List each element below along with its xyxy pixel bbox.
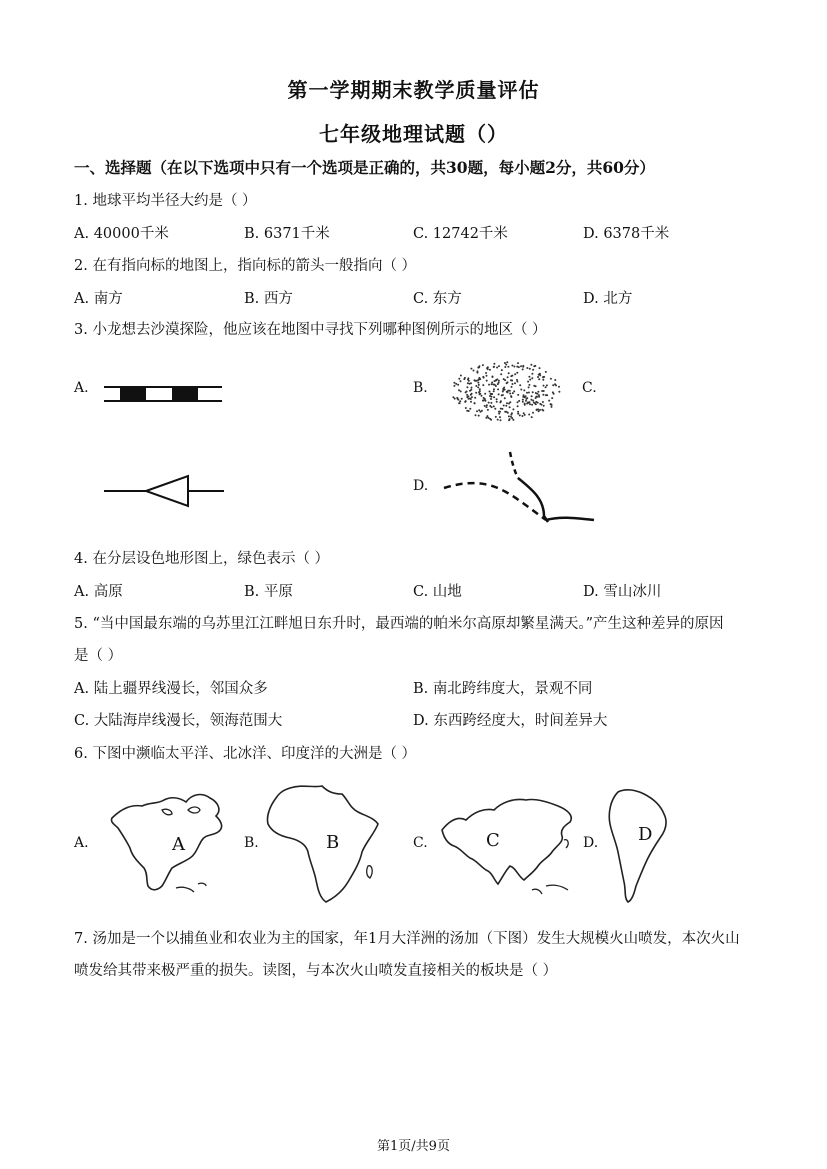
q5-option-c: C. 大陆海岸线漫长，领海范围大 [74, 713, 283, 729]
desert-dot [524, 414, 526, 416]
desert-dot [537, 391, 539, 393]
desert-dot [467, 379, 469, 381]
desert-dot [470, 401, 472, 403]
desert-dot [528, 386, 530, 388]
desert-dot [499, 411, 501, 413]
desert-dot [481, 395, 483, 397]
desert-dot [545, 371, 547, 373]
desert-dot [512, 383, 514, 385]
q5-option-a: A. 陆上疆界线漫长，邻国众多 [74, 681, 268, 697]
q3-option-c: C. [582, 380, 597, 396]
question-6-stem: 6. 下图中濒临太平洋、北冰洋、印度洋的大洲是（ ） [74, 746, 417, 762]
q4-option-d: D. 雪山冰川 [583, 584, 662, 600]
desert-dot [512, 392, 514, 394]
desert-dot [477, 379, 479, 381]
map-label-a: A [172, 834, 185, 855]
desert-dot [504, 366, 506, 368]
desert-dot [543, 405, 545, 407]
desert-dot [498, 393, 500, 395]
page-footer: 第1页/共9页 [377, 1139, 450, 1154]
desert-dot [495, 416, 497, 418]
desert-dot [455, 383, 457, 385]
desert-dot [484, 405, 486, 407]
africa-map [262, 782, 382, 906]
desert-dot [507, 381, 509, 383]
desert-dot [530, 364, 532, 366]
desert-dot [509, 401, 511, 403]
desert-dot [529, 379, 531, 381]
map-label-d: D [638, 824, 653, 845]
desert-dot [537, 402, 539, 404]
question-1-stem: 1. 地球平均半径大约是（ ） [74, 193, 257, 209]
desert-dot [477, 382, 479, 384]
desert-dot [514, 373, 516, 375]
desert-dot [508, 415, 510, 417]
desert-dot [507, 366, 509, 368]
q1-option-d: D. 6378千米 [583, 226, 670, 242]
desert-dot [537, 376, 539, 378]
desert-dot [477, 367, 479, 369]
desert-dot [496, 401, 498, 403]
desert-dot [460, 380, 462, 382]
desert-dot [457, 399, 459, 401]
desert-dot [477, 386, 479, 388]
desert-dot [497, 388, 499, 390]
desert-dot [517, 413, 519, 415]
question-5-stem-line1: 5. “当中国最东端的乌苏里江江畔旭日东升时，最西端的帕米尔高原却繁星满天。”产生这种差异的原因 [74, 616, 724, 632]
desert-dot [460, 375, 462, 377]
desert-dot [529, 368, 531, 370]
map-label-b: B [326, 832, 340, 853]
desert-dot [457, 384, 459, 386]
q6-option-d: D. [583, 835, 599, 851]
desert-dot [554, 379, 556, 381]
desert-dot [498, 382, 500, 384]
desert-dot [474, 402, 476, 404]
desert-dot [542, 379, 544, 381]
desert-dot [458, 402, 460, 404]
desert-dot [479, 388, 481, 390]
desert-dot [474, 379, 476, 381]
page-title: 第一学期期末教学质量评估 [287, 78, 540, 102]
desert-dot [464, 401, 466, 403]
desert-dot [511, 375, 513, 377]
desert-dot [500, 419, 502, 421]
desert-dot [482, 376, 484, 378]
desert-dot [503, 378, 505, 380]
desert-dot [509, 393, 511, 395]
question-7-stem-line2: 喷发给其带来极严重的损失。读图，与本次火山喷发直接相关的板块是（ ） [74, 963, 558, 979]
desert-dot [511, 386, 513, 388]
desert-dot [453, 385, 455, 387]
desert-dot [533, 365, 535, 367]
desert-dot [490, 402, 492, 404]
desert-dot [486, 406, 488, 408]
desert-dot [517, 394, 519, 396]
desert-dot [541, 409, 543, 411]
desert-dot [478, 409, 480, 411]
desert-dot [524, 403, 526, 405]
desert-dot [542, 394, 544, 396]
desert-dot [498, 380, 500, 382]
desert-dot [551, 406, 553, 408]
desert-dot [518, 366, 520, 368]
q1-option-c: C. 12742千米 [413, 226, 508, 242]
desert-dot [522, 401, 524, 403]
desert-dot [541, 404, 543, 406]
desert-dot [504, 397, 506, 399]
desert-dot [538, 378, 540, 380]
desert-dot [522, 368, 524, 370]
desert-dot [487, 409, 489, 411]
desert-dot [513, 366, 515, 368]
desert-dot [526, 367, 528, 369]
desert-dot [558, 391, 560, 393]
desert-dot [497, 419, 499, 421]
desert-dot [550, 378, 552, 380]
desert-dot [519, 414, 521, 416]
desert-dot [517, 405, 519, 407]
desert-dot [489, 391, 491, 393]
desert-dot [532, 369, 534, 371]
desert-dot [512, 408, 514, 410]
desert-dot [528, 376, 530, 378]
desert-dot [525, 398, 527, 400]
desert-dot [511, 365, 513, 367]
q5-option-d: D. 东西跨经度大，时间差异大 [413, 713, 608, 729]
desert-dot [471, 387, 473, 389]
q6-option-c: C. [413, 835, 428, 851]
desert-dot [558, 386, 560, 388]
desert-dot [473, 370, 475, 372]
desert-dot [499, 401, 501, 403]
desert-dot [526, 392, 528, 394]
desert-dot [543, 385, 545, 387]
question-2-stem: 2. 在有指向标的地图上，指向标的箭头一般指向（ ） [74, 258, 417, 274]
desert-dot [468, 410, 470, 412]
question-3-stem: 3. 小龙想去沙漠探险，他应该在地图中寻找下列哪种图例所示的地区（ ） [74, 322, 547, 338]
desert-dot [522, 415, 524, 417]
dam-symbol [104, 472, 226, 512]
desert-dot [493, 396, 495, 398]
desert-dot [525, 400, 527, 402]
desert-dot [528, 392, 530, 394]
desert-dot [485, 372, 487, 374]
desert-dot [492, 376, 494, 378]
desert-dot [508, 419, 510, 421]
desert-dot [509, 406, 511, 408]
desert-dot [456, 397, 458, 399]
desert-dot [512, 419, 514, 421]
desert-dot [453, 382, 455, 384]
desert-dot [493, 405, 495, 407]
q2-option-d: D. 北方 [583, 291, 633, 307]
desert-dot [538, 410, 540, 412]
q6-option-b: B. [244, 835, 259, 851]
desert-dot [507, 391, 509, 393]
desert-dot [527, 401, 529, 403]
desert-dot [531, 416, 533, 418]
desert-dot [516, 379, 518, 381]
desert-dot [519, 384, 521, 386]
desert-dot [500, 408, 502, 410]
desert-dot [478, 377, 480, 379]
section-heading: 一、选择题（在以下选项中只有一个选项是正确的，共30题，每小题2分，共60分） [74, 158, 655, 177]
q4-option-a: A. 高原 [74, 584, 123, 600]
desert-dot [532, 391, 534, 393]
q2-option-c: C. 东方 [413, 291, 462, 307]
q4-option-c: C. 山地 [413, 584, 462, 600]
desert-dot [484, 393, 486, 395]
desert-dot [452, 396, 454, 398]
desert-dot [493, 366, 495, 368]
desert-symbol [448, 358, 564, 424]
desert-dot [482, 384, 484, 386]
desert-dot [458, 389, 460, 391]
railway-symbol [100, 382, 226, 406]
desert-dot [490, 393, 492, 395]
desert-dot [496, 398, 498, 400]
desert-dot [517, 362, 519, 364]
q2-option-a: A. 南方 [74, 291, 123, 307]
desert-dot [476, 410, 478, 412]
desert-dot [465, 407, 467, 409]
desert-dot [474, 397, 476, 399]
desert-dot [511, 412, 513, 414]
desert-dot [552, 384, 554, 386]
question-5-stem-line2: 是（ ） [74, 648, 123, 664]
desert-dot [501, 394, 503, 396]
q6-option-a: A. [74, 835, 89, 851]
desert-dot [531, 373, 533, 375]
desert-dot [517, 401, 519, 403]
q1-option-a: A. 40000千米 [74, 226, 169, 242]
desert-dot [551, 397, 553, 399]
desert-dot [482, 364, 484, 366]
desert-dot [496, 367, 498, 369]
desert-dot [528, 384, 530, 386]
desert-dot [506, 411, 508, 413]
desert-dot [522, 365, 524, 367]
desert-dot [511, 380, 513, 382]
q3-option-a: A. [74, 380, 89, 396]
desert-dot [498, 413, 500, 415]
desert-dot [520, 365, 522, 367]
q4-option-b: B. 平原 [244, 584, 293, 600]
desert-dot [510, 416, 512, 418]
q1-option-b: B. 6371千米 [244, 226, 330, 242]
desert-dot [503, 405, 505, 407]
desert-dot [550, 403, 552, 405]
question-7-stem-line1: 7. 汤加是一个以捕鱼业和农业为主的国家，年1月大洋洲的汤加（下图）发生大规模火山喷发，本次火山 [74, 931, 740, 947]
desert-dot [494, 380, 496, 382]
q3-option-d: D. [413, 478, 429, 494]
desert-dot [499, 416, 501, 418]
desert-dot [489, 369, 491, 371]
desert-dot [493, 363, 495, 365]
desert-dot [496, 378, 498, 380]
desert-dot [494, 408, 496, 410]
desert-dot [531, 377, 533, 379]
desert-dot [522, 399, 524, 401]
desert-dot [487, 417, 489, 419]
desert-dot [529, 403, 531, 405]
desert-dot [485, 417, 487, 419]
desert-dot [483, 397, 485, 399]
desert-dot [502, 389, 504, 391]
desert-dot [505, 405, 507, 407]
desert-dot [536, 409, 538, 411]
page-subtitle: 七年级地理试题（） [319, 122, 508, 146]
desert-dot [555, 384, 557, 386]
desert-dot [483, 399, 485, 401]
desert-dot [500, 373, 502, 375]
desert-dot [468, 398, 470, 400]
desert-dot [523, 389, 525, 391]
desert-dot [507, 376, 509, 378]
desert-dot [508, 372, 510, 374]
desert-dot [484, 400, 486, 402]
desert-dot [489, 395, 491, 397]
desert-dot [542, 401, 544, 403]
desert-dot [475, 414, 477, 416]
desert-dot [471, 396, 473, 398]
desert-dot [486, 380, 488, 382]
desert-dot [516, 372, 518, 374]
desert-dot [503, 387, 505, 389]
desert-dot [458, 378, 460, 380]
q3-option-b: B. [413, 380, 428, 396]
desert-dot [513, 390, 515, 392]
desert-dot [530, 399, 532, 401]
desert-dot [527, 381, 529, 383]
desert-dot [491, 382, 493, 384]
desert-dot [541, 390, 543, 392]
desert-dot [495, 385, 497, 387]
desert-dot [466, 394, 468, 396]
desert-dot [470, 389, 472, 391]
seasonal-river-symbol [440, 448, 596, 526]
desert-dot [486, 375, 488, 377]
desert-dot [463, 378, 465, 380]
desert-dot [460, 390, 462, 392]
desert-dot [490, 419, 492, 421]
desert-dot [475, 385, 477, 387]
map-label-c: C [486, 830, 500, 851]
desert-dot [486, 367, 488, 369]
desert-dot [470, 394, 472, 396]
desert-dot [486, 404, 488, 406]
desert-dot [523, 394, 525, 396]
north-america-map [102, 788, 232, 898]
desert-dot [506, 361, 508, 363]
desert-dot [478, 391, 480, 393]
desert-dot [535, 396, 537, 398]
question-4-stem: 4. 在分层设色地形图上，绿色表示（ ） [74, 551, 330, 567]
desert-dot [546, 384, 548, 386]
desert-dot [493, 384, 495, 386]
desert-dot [461, 398, 463, 400]
desert-dot [514, 382, 516, 384]
desert-dot [531, 395, 533, 397]
q5-option-b: B. 南北跨纬度大，景观不同 [413, 681, 593, 697]
desert-dot [501, 369, 503, 371]
desert-dot [504, 362, 506, 364]
desert-dot [498, 365, 500, 367]
desert-dot [506, 402, 508, 404]
desert-dot [466, 386, 468, 388]
desert-dot [490, 398, 492, 400]
desert-dot [543, 376, 545, 378]
desert-dot [493, 388, 495, 390]
desert-dot [532, 400, 534, 402]
desert-dot [548, 400, 550, 402]
desert-dot [538, 374, 540, 376]
desert-dot [528, 414, 530, 416]
desert-dot [478, 384, 480, 386]
desert-dot [536, 393, 538, 395]
desert-dot [469, 383, 471, 385]
desert-dot [545, 386, 547, 388]
desert-dot [459, 400, 461, 402]
desert-dot [509, 390, 511, 392]
desert-dot [470, 398, 472, 400]
desert-dot [476, 370, 478, 372]
desert-dot [479, 393, 481, 395]
desert-dot [517, 411, 519, 413]
desert-dot [533, 385, 535, 387]
desert-dot [491, 383, 493, 385]
desert-dot [525, 395, 527, 397]
desert-dot [531, 404, 533, 406]
desert-dot [466, 391, 468, 393]
desert-dot [532, 412, 534, 414]
desert-dot [470, 368, 472, 370]
desert-dot [489, 405, 491, 407]
desert-dot [488, 402, 490, 404]
desert-dot [518, 400, 520, 402]
desert-dot [493, 390, 495, 392]
desert-dot [553, 393, 555, 395]
desert-dot [488, 384, 490, 386]
desert-dot [478, 415, 480, 417]
desert-dot [475, 392, 477, 394]
desert-dot [545, 394, 547, 396]
desert-dot [538, 394, 540, 396]
asia-map [436, 790, 578, 898]
desert-dot [469, 408, 471, 410]
q2-option-b: B. 西方 [244, 291, 293, 307]
desert-dot [539, 367, 541, 369]
desert-dot [510, 395, 512, 397]
desert-dot [520, 389, 522, 391]
south-america-map [604, 786, 674, 906]
